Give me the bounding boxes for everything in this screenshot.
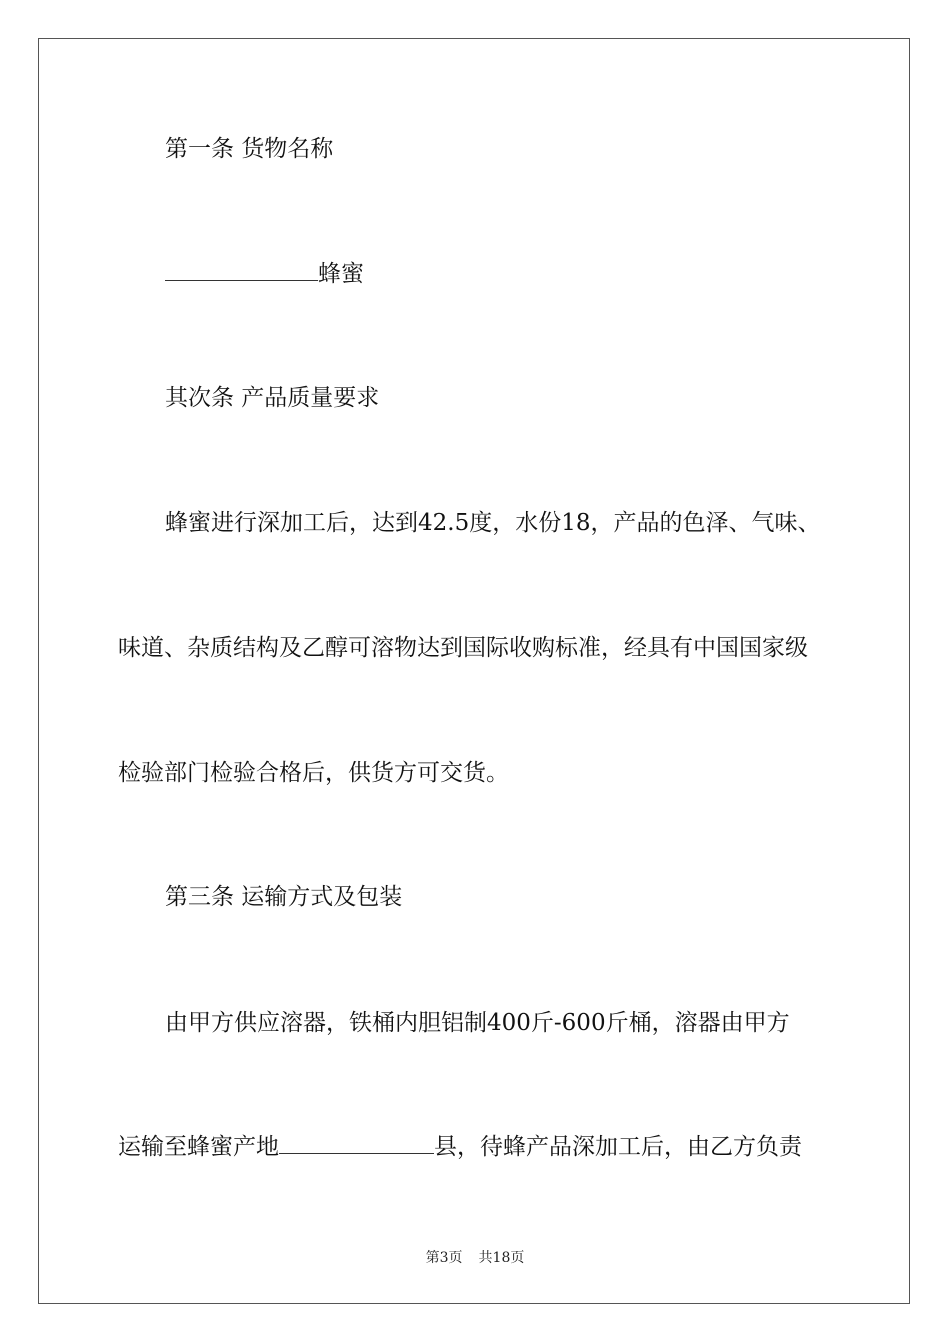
county-blank[interactable]	[279, 1131, 434, 1154]
product-name-blank[interactable]	[165, 258, 318, 281]
article-1-heading: 第一条 货物名称	[165, 136, 334, 162]
quality-paragraph-line-2: 味道、杂质结构及乙醇可溶物达到国际收购标准，经具有中国国家级	[118, 635, 808, 661]
product-name-line	[165, 258, 364, 289]
page-footer	[0, 1247, 950, 1267]
article-3-heading: 第三条 运输方式及包装	[165, 884, 403, 910]
transport-origin-text: 运输至蜂蜜产地	[118, 1134, 279, 1160]
product-name-text: 蜂蜜	[318, 261, 364, 287]
transport-paragraph-line-2	[118, 1131, 802, 1162]
quality-paragraph-line-1: 蜂蜜进行深加工后，达到42.5度，水份18，产品的色泽、气味、	[165, 510, 821, 536]
page-number: 第3页	[425, 1250, 463, 1266]
transport-paragraph-line-1: 由甲方供应溶器，铁桶内胆铝制400斤-600斤桶，溶器由甲方	[165, 1010, 790, 1036]
quality-paragraph-line-3: 检验部门检验合格后，供货方可交货。	[118, 760, 509, 786]
transport-continuation-text: 县，待蜂产品深加工后，由乙方负责	[434, 1134, 802, 1160]
page-border	[38, 38, 910, 1304]
page-total: 共18页	[478, 1250, 525, 1266]
article-2-heading: 其次条 产品质量要求	[165, 385, 380, 411]
